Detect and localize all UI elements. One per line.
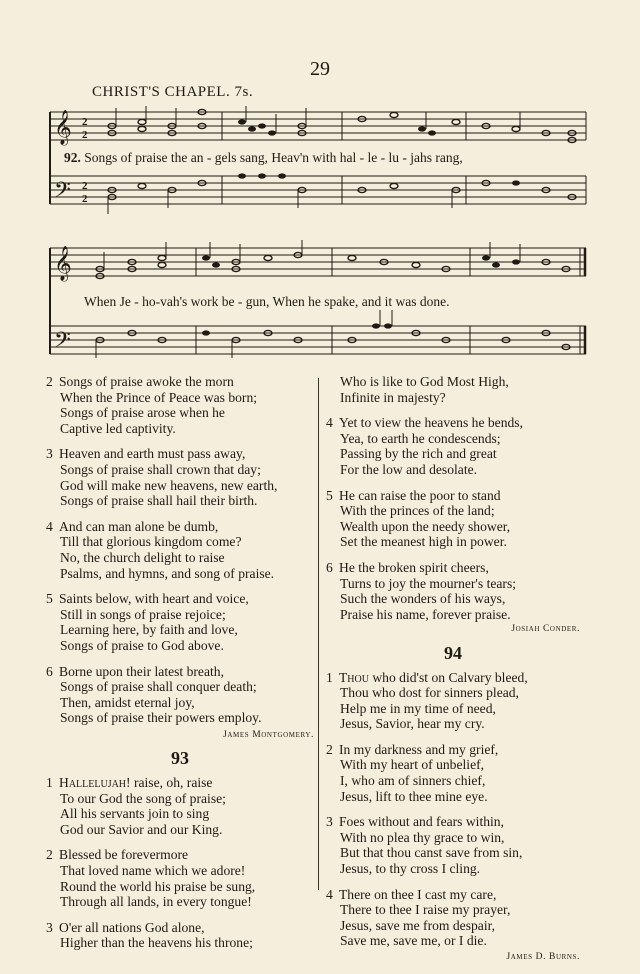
stanza-line: God our Savior and our King.	[60, 821, 223, 837]
stanza-line: Thou who dost for sinners plead,	[340, 685, 519, 701]
hymn-93-stanzas	[46, 775, 314, 951]
stanza-first-line	[326, 887, 580, 903]
stanza-line: Wealth upon the needy shower,	[340, 518, 511, 534]
stanza	[326, 415, 580, 477]
right-column	[326, 374, 580, 974]
stanza-line: Through all lands, in every tongue!	[60, 894, 252, 910]
stanza-line-text: Saints below, with heart and voice,	[59, 591, 249, 607]
stanza-line: Jesus, to thy cross I cling.	[340, 861, 481, 877]
tune-header	[92, 84, 253, 101]
stanza-line: Save me, save me, or I die.	[340, 933, 487, 949]
stanza-line-text: Foes without and fears within,	[339, 814, 504, 830]
stanza-number: 3	[46, 919, 53, 935]
stanza-number: 3	[326, 814, 333, 830]
tune-name: CHRIST'S CHAPEL.	[92, 84, 231, 100]
stanza	[46, 519, 314, 581]
left-column	[46, 374, 314, 961]
stanza-line: Then, amidst eternal joy,	[60, 694, 195, 710]
stanza-first-line	[326, 670, 580, 686]
stanza-number: 4	[46, 518, 53, 534]
stanza-line-text: He can raise the poor to stand	[339, 487, 501, 503]
stanza-number: 1	[326, 669, 333, 685]
stanza-line: Praise his name, forever praise.	[340, 606, 511, 622]
stanza-line-text: He the broken spirit cheers,	[339, 559, 489, 575]
stanza-first-line	[326, 415, 580, 431]
stanza-line: Songs of praise to God above.	[60, 637, 224, 653]
svg-text:2: 2	[82, 180, 88, 192]
stanza-line: Songs of praise shall crown that day;	[60, 461, 261, 477]
stanza-first-line	[46, 519, 314, 535]
stanza-number: 5	[46, 591, 53, 607]
stanza-line: Songs of praise arose when he	[60, 405, 225, 421]
hymn-92-stanzas-right	[326, 415, 580, 622]
stanza	[46, 920, 314, 951]
stanza-line: Still in songs of praise rejoice;	[60, 606, 226, 622]
stanza-line: With my heart of unbelief,	[340, 757, 485, 773]
stanza	[326, 488, 580, 550]
hymn-92-author: James Montgomery.	[223, 729, 314, 740]
stanza-line-text: Yet to view the heavens he bends,	[339, 415, 523, 431]
stanza-number: 4	[326, 415, 333, 431]
tune-meter: 7s.	[234, 84, 254, 100]
stanza-line-text: And can man alone be dumb,	[59, 518, 219, 534]
stanza-first-line	[46, 847, 314, 863]
stanza-number: 1	[46, 775, 53, 791]
svg-text:2: 2	[82, 193, 88, 205]
stanza-line-text: O'er all nations God alone,	[59, 919, 205, 935]
stanza-line: With the princes of the land;	[340, 503, 495, 519]
stanza-line: Jesus, save me from despair,	[340, 917, 495, 933]
stanza-first-line	[326, 560, 580, 576]
continuation-line: Who is like to God Most High,	[340, 374, 509, 389]
stanza-first-line	[46, 775, 314, 791]
stanza-first-word: Thou	[339, 669, 369, 685]
hymn-94-author: James D. Burns.	[506, 952, 580, 962]
stanza-line-text: Borne upon their latest breath,	[59, 663, 224, 679]
stanza	[46, 664, 314, 726]
stanza-line: Jesus, lift to thee mine eye.	[340, 788, 488, 804]
stanza-number: 2	[326, 741, 333, 757]
stanza-number: 3	[46, 446, 53, 462]
stanza-line: Round the world his praise be sung,	[60, 878, 256, 894]
stanza-number: 2	[46, 374, 53, 389]
hymn-93-number: 93	[171, 748, 189, 769]
stanza-line: Psalms, and hymns, and song of praise.	[60, 565, 275, 581]
stanza-line: There to thee I raise my prayer,	[340, 902, 511, 918]
hymn-94-number: 94	[444, 642, 462, 663]
stanza-first-line	[46, 591, 314, 607]
stanza-line-text: There on thee I cast my care,	[339, 886, 497, 902]
column-divider	[318, 378, 319, 890]
stanza-line-text: Songs of praise awoke the morn	[59, 374, 234, 389]
stanza-number: 6	[326, 559, 333, 575]
stanza-first-line	[46, 374, 314, 390]
stanza-line-text: Blessed be forevermore	[59, 847, 189, 863]
stanza-line-text: who did'st on Calvary bleed,	[368, 669, 528, 685]
stanza-number: 2	[46, 847, 53, 863]
stanza-number: 4	[326, 886, 333, 902]
stanza-line: Turns to joy the mourner's tears;	[340, 575, 517, 591]
svg-text:𝄞: 𝄞	[54, 110, 72, 145]
continuation-line: Infinite in majesty?	[340, 389, 446, 405]
hymn-92-number: 92.	[64, 150, 81, 165]
stanza-line: To our God the song of praise;	[60, 790, 226, 806]
stanza	[326, 560, 580, 622]
stanza-first-line	[46, 920, 314, 936]
stanza-first-line	[46, 664, 314, 680]
stanza-line: All his servants join to sing	[60, 806, 210, 822]
stanza-line: Captive led captivity.	[60, 420, 176, 436]
hymn-93-author: Josiah Conder.	[511, 624, 580, 635]
svg-text:𝄞: 𝄞	[54, 246, 72, 281]
svg-text:𝄢: 𝄢	[54, 178, 71, 208]
stanza-line: Higher than the heavens his throne;	[60, 935, 253, 951]
stanza-line: God will make new heavens, new earth,	[60, 477, 278, 493]
stanza-line: Till that glorious kingdom come?	[60, 534, 242, 550]
stanza-line: With no plea thy grace to win,	[340, 829, 505, 845]
hymn-92-stanzas	[46, 374, 314, 726]
stanza	[326, 742, 580, 804]
lyric-line-1	[64, 150, 463, 166]
stanza-line: That loved name which we adore!	[60, 863, 246, 879]
stanza	[326, 887, 580, 949]
stanza	[46, 847, 314, 909]
stanza-line: Learning here, by faith and love,	[60, 622, 238, 638]
stanza	[46, 775, 314, 837]
stanza-line: Jesus, Savior, hear my cry.	[340, 716, 485, 732]
page-number: 29	[310, 58, 330, 80]
stanza-first-word: Hallelujah!	[59, 775, 131, 791]
stanza-first-line	[46, 446, 314, 462]
stanza-first-line	[326, 814, 580, 830]
stanza	[326, 670, 580, 732]
stanza	[46, 591, 314, 653]
lyric-line-2: When Je - ho-vah's work be - gun, When he spake, and it was done.	[84, 294, 450, 309]
svg-text:2: 2	[82, 116, 88, 128]
stanza-line-text: raise, oh, raise	[130, 775, 213, 791]
stanza-line: Set the meanest high in power.	[340, 534, 507, 550]
stanza	[326, 814, 580, 876]
stanza-line: No, the church delight to raise	[60, 549, 225, 565]
stanza-line: Songs of praise shall hail their birth.	[60, 493, 258, 509]
stanza-first-line	[326, 742, 580, 758]
stanza-line-text: In my darkness and my grief,	[339, 741, 499, 757]
svg-text:2: 2	[82, 129, 88, 141]
hymn-92-continuation	[326, 374, 580, 405]
hymn-94-stanzas	[326, 670, 580, 950]
stanza	[46, 446, 314, 508]
lyric-text-1: Songs of praise the an - gels sang, Heav'n with hal - le - lu - jahs rang,	[84, 150, 463, 165]
stanza-line: Yea, to earth he condescends;	[340, 430, 501, 446]
stanza-line: Help me in my time of need,	[340, 700, 496, 716]
stanza-line: Passing by the rich and great	[340, 446, 497, 462]
stanza-line: Such the wonders of his ways,	[340, 591, 506, 607]
stanza-number: 6	[46, 663, 53, 679]
stanza-first-line	[326, 488, 580, 504]
stanza	[46, 374, 314, 436]
stanza-line: I, who am of sinners chief,	[340, 773, 486, 789]
stanza-line: Songs of praise their powers employ.	[60, 710, 262, 726]
stanza-line: But that thou canst save from sin,	[340, 845, 523, 861]
stanza-line-text: Heaven and earth must pass away,	[59, 446, 246, 462]
stanza-line: When the Prince of Peace was born;	[60, 389, 258, 405]
stanza-number: 5	[326, 487, 333, 503]
svg-text:𝄢: 𝄢	[54, 328, 71, 358]
stanza-line: For the low and desolate.	[340, 461, 478, 477]
stanza-line: Songs of praise shall conquer death;	[60, 679, 257, 695]
